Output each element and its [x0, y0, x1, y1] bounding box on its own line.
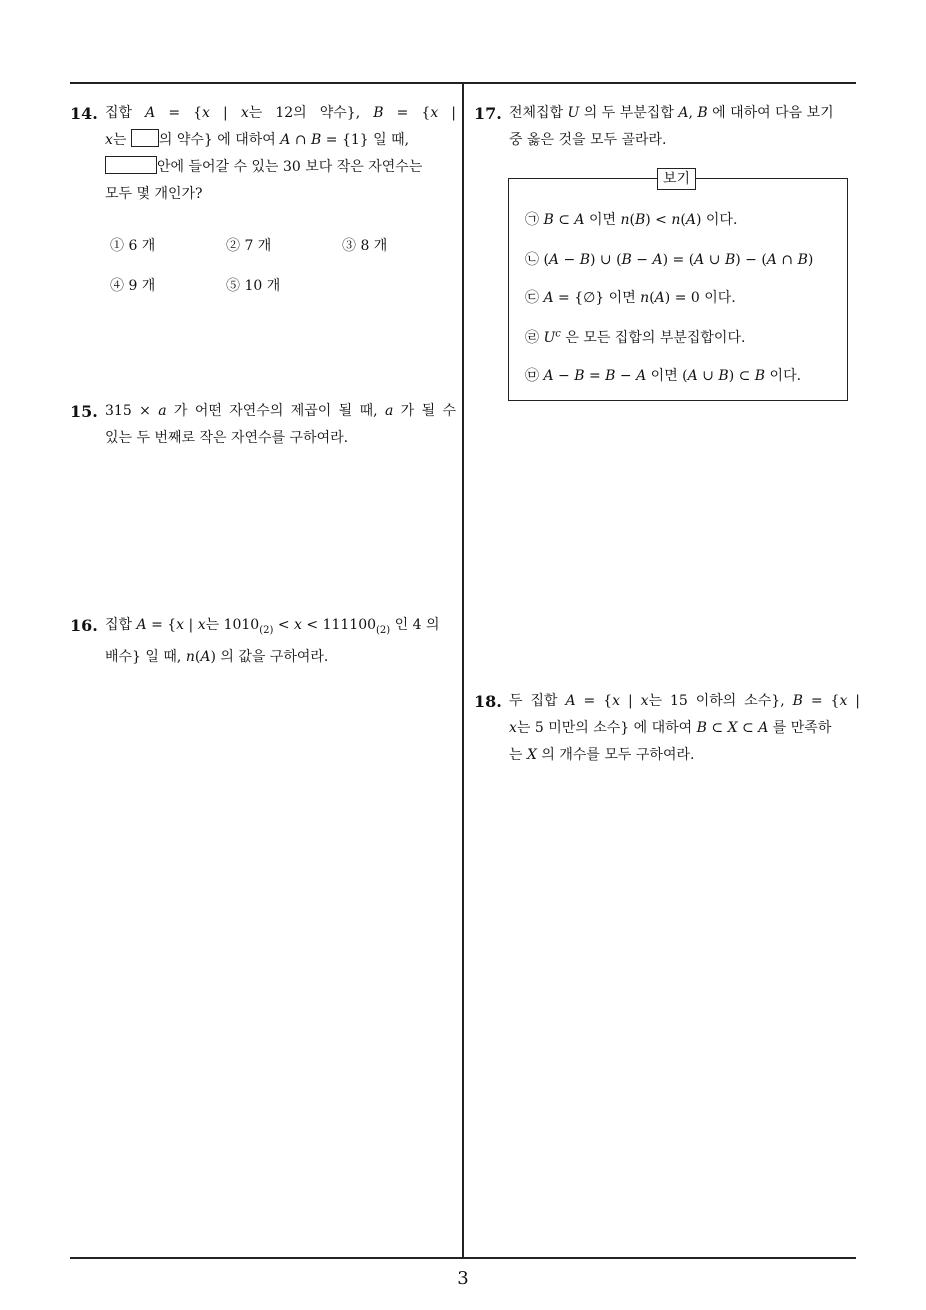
choice-5[interactable]: ⑤ 10 개 [226, 278, 281, 294]
choice-4[interactable]: ④ 9 개 [110, 278, 156, 294]
bogi-item-1: ㉠ B ⊂ A 이면 n(B) < n(A) 이다. [525, 212, 738, 228]
problem-text [105, 612, 456, 671]
text-line: 안에 들어갈 수 있는 30 보다 작은 자연수는 [105, 154, 456, 181]
bogi-item-2: ㉡ (A − B) ∪ (B − A) = (A ∪ B) − (A ∩ B) [525, 252, 814, 268]
problem-text [105, 398, 456, 452]
bogi-title: 보기 [657, 168, 696, 190]
text-line: 있는 두 번째로 작은 자연수를 구하여라. [105, 430, 349, 446]
choice-1[interactable]: ① 6 개 [110, 238, 156, 254]
problem-text [509, 688, 860, 769]
problem-16 [70, 612, 456, 672]
text-line: x는 의 약수} 에 대하여 A ∩ B = {1} 일 때, [105, 127, 456, 154]
problem-15 [70, 398, 456, 458]
text-line: 집합 A = {x | x는 $1010_{(2)} < x < 111100_{(2)}$ 인 4 의 [105, 617, 440, 636]
problem-number: 14. [70, 104, 98, 123]
text-line: 배수} 일 때, n(A) 의 값을 구하여라. [105, 648, 329, 665]
blank-box [131, 129, 159, 147]
problem-17 [474, 100, 860, 160]
page-number: 3 [457, 1268, 469, 1289]
bogi-item-3: ㉢ A = {∅} 이면 n(A) = 0 이다. [525, 290, 736, 306]
text-line: 315 × a 가 어떤 자연수의 제곱이 될 때, a 가 될 수 [105, 403, 456, 419]
choice-2[interactable]: ② 7 개 [226, 238, 272, 254]
problem-number: 16. [70, 616, 98, 635]
text-line: 모두 몇 개인가? [105, 186, 203, 202]
problem-14 [70, 100, 456, 320]
problem-number: 18. [474, 692, 502, 711]
text-line: 중 옳은 것을 모두 골라라. [509, 132, 667, 148]
text-line: 집합 A = {x | x는 12의 약수}, B = {x | [105, 105, 457, 121]
bogi-box [508, 171, 848, 401]
column-divider [462, 82, 464, 1258]
choice-3[interactable]: ③ 8 개 [342, 238, 388, 254]
problem-text [509, 100, 860, 154]
text-line: x는 5 미만의 소수} 에 대하여 B ⊂ X ⊂ A 를 만족하 [509, 720, 832, 736]
text-line: 는 X 의 개수를 모두 구하여라. [509, 747, 695, 763]
problem-text [105, 100, 456, 208]
problem-number: 17. [474, 104, 502, 123]
bogi-item-4: ㉣ $U^c$ 은 모든 집합의 부분집합이다. [525, 328, 746, 346]
blank-box [105, 156, 157, 174]
bottom-rule [70, 1257, 856, 1259]
bogi-item-5: ㉤ A − B = B − A 이면 (A ∪ B) ⊂ B 이다. [525, 368, 802, 384]
text-line: 전체집합 U 의 두 부분집합 A, B 에 대하여 다음 보기 [509, 105, 834, 121]
text-line: 두 집합 A = {x | x는 15 이하의 소수}, B = {x | [509, 693, 860, 709]
problem-number: 15. [70, 402, 98, 421]
problem-18 [474, 688, 860, 778]
